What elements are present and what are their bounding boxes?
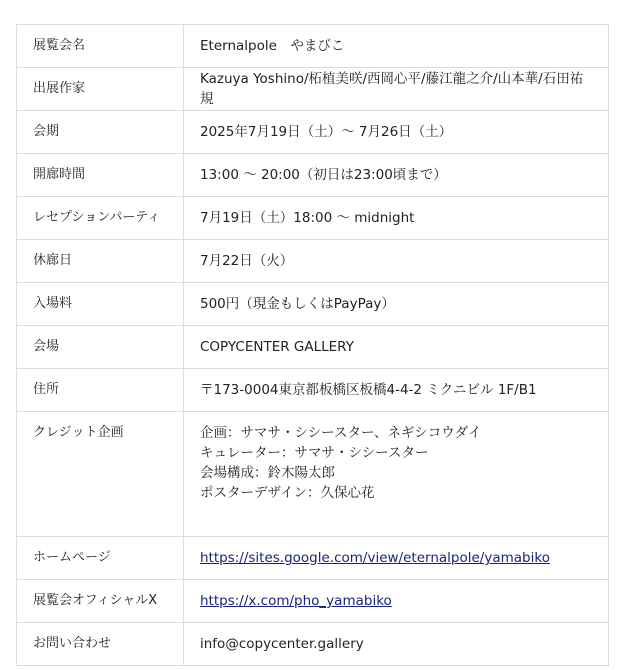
row-label: 会場 — [17, 326, 184, 369]
row-value — [184, 537, 609, 580]
row-label: お問い合わせ — [17, 623, 184, 666]
row-venue — [17, 326, 609, 369]
row-artists — [17, 68, 609, 111]
row-value: 7月22日（火） — [184, 240, 609, 283]
row-exhibition-name — [17, 25, 609, 68]
row-value: 2025年7月19日（土）〜 7月26日（土） — [184, 111, 609, 154]
official-x-link[interactable]: https://x.com/pho_yamabiko — [200, 593, 392, 609]
credit-line: 企画：サマサ・シシースター、ネギシコウダイ — [200, 425, 482, 441]
row-label: 出展作家 — [17, 68, 184, 111]
row-credit — [17, 412, 609, 537]
row-value: 7月19日（土）18:00 〜 midnight — [184, 197, 609, 240]
row-label: 住所 — [17, 369, 184, 412]
row-period — [17, 111, 609, 154]
row-closed-day — [17, 240, 609, 283]
row-value: 〒173-0004東京都板橋区板橋4-4-2 ミクニビル 1F/B1 — [184, 369, 609, 412]
credit-list — [184, 412, 609, 537]
row-label: レセプションパーティ — [17, 197, 184, 240]
contact-email: info@copycenter.gallery — [184, 623, 609, 666]
credit-line: ポスターデザイン：久保心花 — [200, 485, 375, 501]
row-official-x — [17, 580, 609, 623]
row-label: 会期 — [17, 111, 184, 154]
credit-line: キュレーター：サマサ・シシースター — [200, 445, 429, 461]
row-label: 展覧会オフィシャルX — [17, 580, 184, 623]
row-value: Eternalpole やまびこ — [184, 25, 609, 68]
row-contact — [17, 623, 609, 666]
row-address — [17, 369, 609, 412]
row-value: 500円（現金もしくはPayPay） — [184, 283, 609, 326]
row-label: 入場料 — [17, 283, 184, 326]
exhibition-info-table — [16, 24, 609, 666]
row-label: クレジット企画 — [17, 412, 184, 537]
row-label: 開廊時間 — [17, 154, 184, 197]
row-opening-hours — [17, 154, 609, 197]
row-value: 13:00 〜 20:00（初日は23:00頃まで） — [184, 154, 609, 197]
row-label: 休廊日 — [17, 240, 184, 283]
row-label: ホームページ — [17, 537, 184, 580]
row-value: COPYCENTER GALLERY — [184, 326, 609, 369]
row-admission — [17, 283, 609, 326]
homepage-link[interactable]: https://sites.google.com/view/eternalpole/yamabiko — [200, 550, 550, 566]
row-value: Kazuya Yoshino/柘植美咲/西岡心平/藤江龍之介/山本華/石田祐規 — [184, 68, 609, 111]
row-reception — [17, 197, 609, 240]
row-label: 展覧会名 — [17, 25, 184, 68]
row-value — [184, 580, 609, 623]
row-homepage — [17, 537, 609, 580]
credit-line: 会場構成：鈴木陽太郎 — [200, 465, 335, 481]
